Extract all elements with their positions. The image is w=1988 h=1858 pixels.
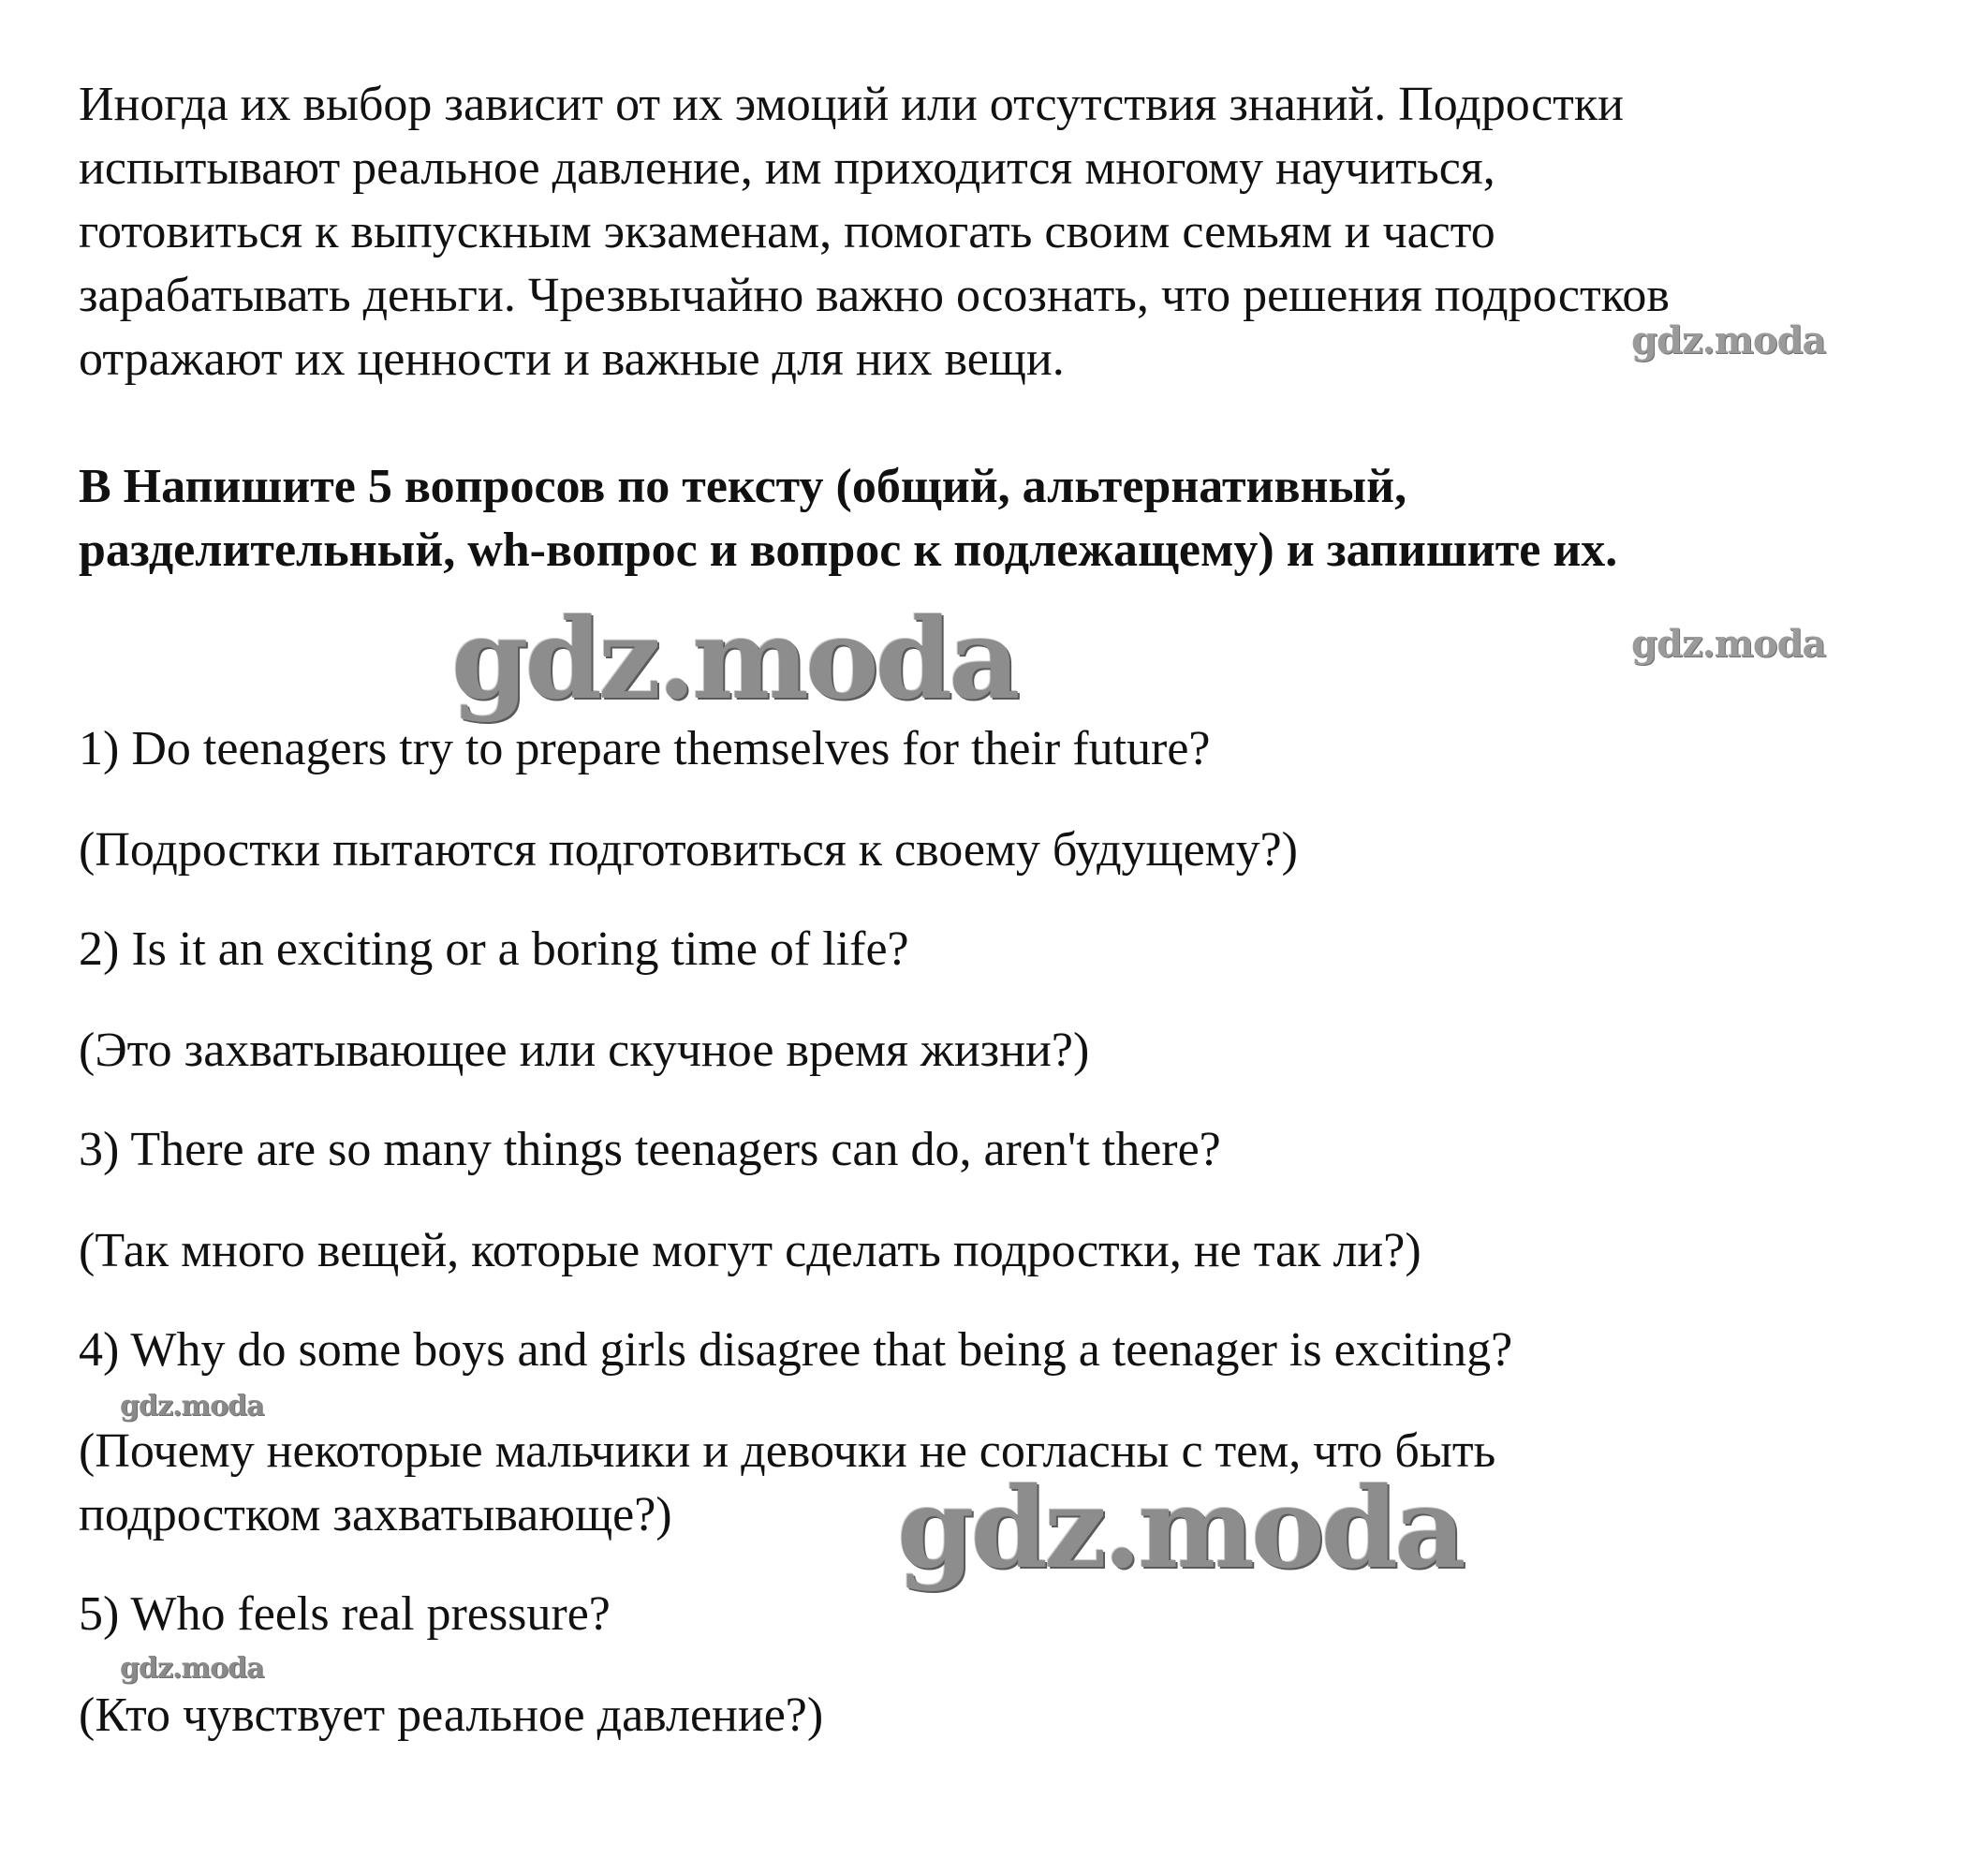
question-1: 1) Do teenagers try to prepare themselves for their future? xyxy=(79,722,1211,775)
question-5: 5) Who feels real pressure? xyxy=(79,1587,611,1641)
intro-line: Иногда их выбор зависит от их эмоций или отсутствия знаний. Подростки xyxy=(79,78,1624,131)
task-line: B Напишите 5 вопросов по тексту (общий, альтернативный, xyxy=(79,460,1407,513)
watermark: gdz.moda xyxy=(451,594,1017,724)
task-heading xyxy=(79,455,1914,582)
intro-line: отражают их ценности и важные для них вещи. xyxy=(79,332,1065,386)
watermark: gdz.moda xyxy=(120,1652,264,1685)
translation-2: (Это захватывающее или скучное время жизни?) xyxy=(79,1024,1090,1077)
watermark: gdz.moda xyxy=(120,1390,264,1423)
translation-5: (Кто чувствует реальное давление?) xyxy=(79,1688,824,1742)
watermark: gdz.moda xyxy=(897,1463,1463,1593)
intro-line: испытывают реальное давление, им приходится многому научиться, xyxy=(79,141,1495,195)
translation-3: (Так много вещей, которые могут сделать подростки, не так ли?) xyxy=(79,1224,1421,1277)
intro-line: зарабатывать деньги. Чрезвычайно важно осознать, что решения подростков xyxy=(79,269,1670,322)
question-2: 2) Is it an exciting or a boring time of life? xyxy=(79,922,909,976)
watermark: gdz.moda xyxy=(1631,622,1826,666)
intro-line: готовиться к выпускным экзаменам, помогать своим семьям и часто xyxy=(79,205,1495,258)
watermark: gdz.moda xyxy=(1631,318,1826,362)
translation-1: (Подростки пытаются подготовиться к своему будущему?) xyxy=(79,823,1298,877)
translation-4-line-1: (Почему некоторые мальчики и девочки не согласны с тем, что быть xyxy=(79,1424,1496,1478)
translation-4-line-2: подростком захватывающе?) xyxy=(79,1488,672,1541)
question-3: 3) There are so many things teenagers can do, aren't there? xyxy=(79,1123,1221,1176)
task-line: разделительный, wh-вопрос и вопрос к подлежащему) и запишите их. xyxy=(79,523,1618,577)
question-4: 4) Why do some boys and girls disagree that being a teenager is exciting? xyxy=(79,1323,1513,1377)
